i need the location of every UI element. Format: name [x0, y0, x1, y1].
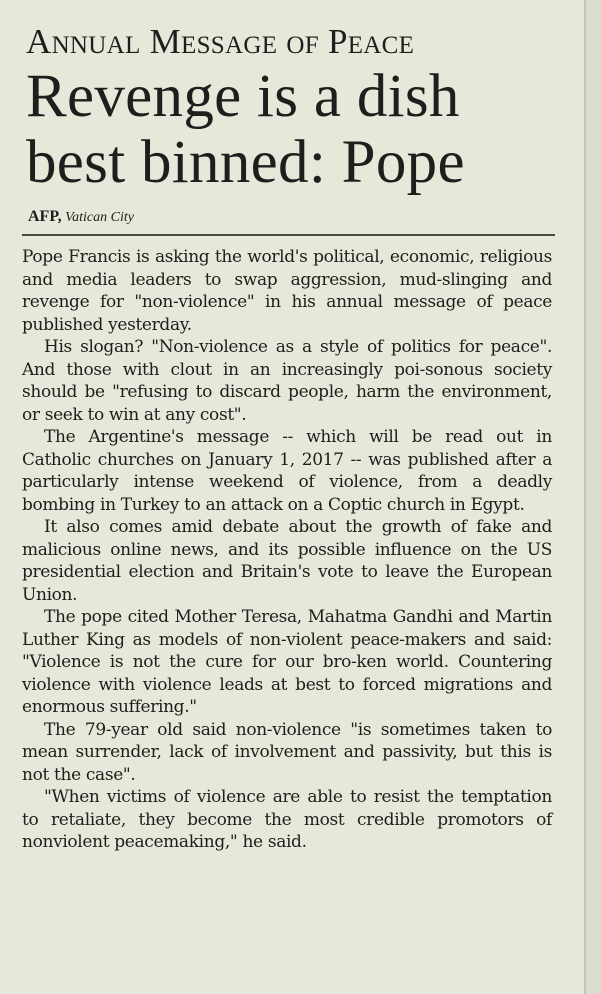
paragraph-7: "When victims of violence are able to resist the temptation to retaliate, they become the most credible promotors of nonviolent peacemaking," he said.: [22, 787, 552, 852]
byline-agency: AFP,: [28, 208, 62, 225]
byline-rule: [22, 234, 555, 236]
paragraph-5: The pope cited Mother Teresa, Mahatma Gandhi and Martin Luther King as models of non-violent peace-makers and said: "Violence is not the cure for our bro-ken world. Countering violence with violence leads at best to forced migrations and enormous suffering.": [22, 607, 552, 717]
paragraph-4: It also comes amid debate about the growth of fake and malicious online news, and its possible influence on the US presidential election and Britain's vote to leave the European Union.: [22, 517, 552, 605]
headline: Revenge is a dish best binned: Pope: [26, 63, 465, 196]
byline-dateline: Vatican City: [65, 210, 134, 225]
byline: [28, 208, 567, 226]
paragraph-3: The Argentine's message -- which will be read out in Catholic churches on January 1, 2017 -- was published after a particularly intense weekend of violence, from a deadly bombing in Turkey to an attack on a Coptic church in Egypt.: [22, 427, 552, 515]
kicker: Annual Message of Peace: [26, 22, 415, 61]
paragraph-6: The 79-year old said non-violence "is sometimes taken to mean surrender, lack of involvement and passivity, but this is not the case".: [22, 719, 552, 785]
article-body: [22, 246, 552, 854]
paragraph-2: His slogan? "Non-violence as a style of politics for peace". And those with clout in an increasingly poi-sonous society should be "refusing to discard people, harm the environment, or seek to win at any cost".: [22, 337, 552, 425]
article: [22, 22, 567, 854]
paragraph-1: Pope Francis is asking the world's political, economic, religious and media leaders to swap aggression, mud-slinging and revenge for "non-violence" in his annual message of peace published yesterday.: [22, 247, 552, 335]
